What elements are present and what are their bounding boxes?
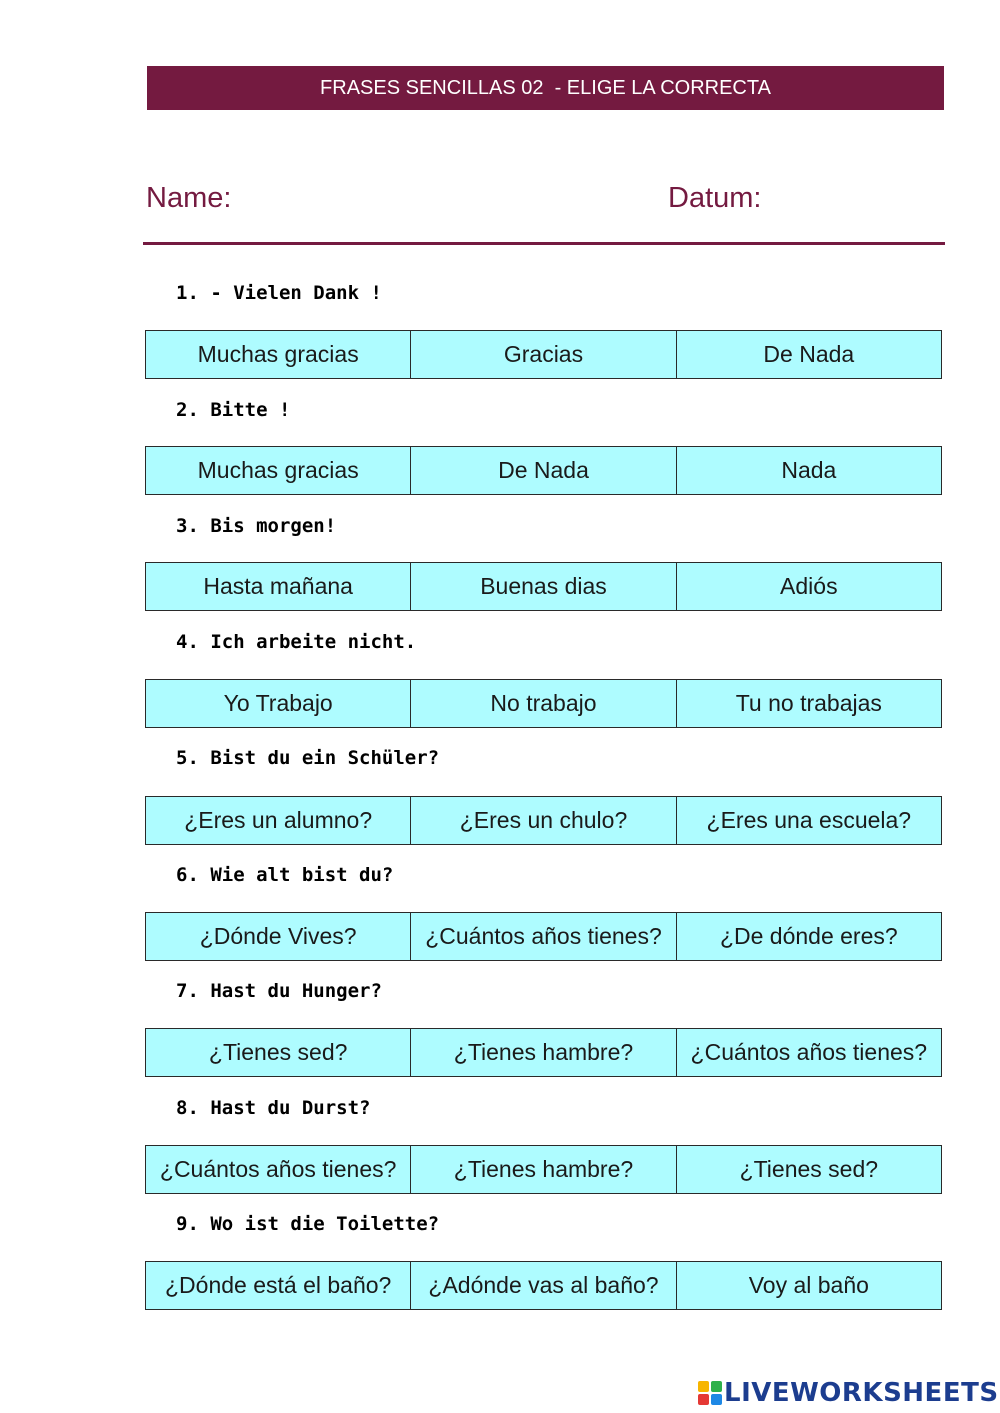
answer-option-6c[interactable]: ¿De dónde eres? — [719, 923, 898, 949]
answer-option-9c[interactable]: Voy al baño — [748, 1272, 869, 1298]
answer-option-8c[interactable]: ¿Tienes sed? — [739, 1156, 879, 1182]
answer-option-9b[interactable]: ¿Adónde vas al baño? — [411, 1262, 676, 1309]
answer-option-3a[interactable]: Hasta mañana — [146, 563, 411, 610]
question-prompt-1: 1. - Vielen Dank ! — [176, 282, 382, 304]
answer-options-8 — [145, 1145, 942, 1194]
answer-options-3 — [145, 562, 942, 611]
answer-option-1a[interactable]: Muchas gracias — [146, 331, 411, 378]
question-prompt-2: 2. Bitte ! — [176, 399, 291, 421]
answer-option-8a[interactable]: ¿Cuántos años tienes? — [146, 1146, 411, 1193]
answer-option-3b[interactable]: Buenas dias — [411, 563, 676, 610]
name-label: Name: — [146, 182, 232, 214]
answer-option-1c[interactable]: De Nada — [763, 341, 855, 367]
answer-options-1 — [145, 330, 942, 379]
answer-options-6 — [145, 912, 942, 961]
question-prompt-8: 8. Hast du Durst? — [176, 1097, 371, 1119]
question-prompt-6: 6. Wie alt bist du? — [176, 864, 394, 886]
answer-option-6b[interactable]: ¿Cuántos años tienes? — [411, 913, 676, 960]
question-prompt-4: 4. Ich arbeite nicht. — [176, 631, 417, 653]
answer-option-4b[interactable]: No trabajo — [411, 680, 676, 727]
header-divider — [143, 242, 945, 245]
question-prompt-7: 7. Hast du Hunger? — [176, 980, 382, 1002]
brand-name: LIVEWORKSHEETS — [724, 1378, 999, 1408]
answer-option-2b[interactable]: De Nada — [411, 447, 676, 494]
date-label: Datum: — [668, 182, 762, 214]
answer-option-2a[interactable]: Muchas gracias — [146, 447, 411, 494]
answer-option-5b[interactable]: ¿Eres un chulo? — [411, 797, 676, 844]
answer-options-4 — [145, 679, 942, 728]
liveworksheets-brand — [698, 1378, 999, 1408]
answer-options-7 — [145, 1028, 942, 1077]
question-prompt-5: 5. Bist du ein Schüler? — [176, 747, 440, 769]
answer-option-4a[interactable]: Yo Trabajo — [146, 680, 411, 727]
answer-option-9a[interactable]: ¿Dónde está el baño? — [146, 1262, 411, 1309]
answer-options-9 — [145, 1261, 942, 1310]
answer-option-7a[interactable]: ¿Tienes sed? — [146, 1029, 411, 1076]
answer-options-5 — [145, 796, 942, 845]
answer-option-7c[interactable]: ¿Cuántos años tienes? — [690, 1039, 928, 1065]
answer-option-8b[interactable]: ¿Tienes hambre? — [411, 1146, 676, 1193]
question-prompt-9: 9. Wo ist die Toilette? — [176, 1213, 440, 1235]
answer-option-7b[interactable]: ¿Tienes hambre? — [411, 1029, 676, 1076]
worksheet-title: FRASES SENCILLAS 02 - ELIGE LA CORRECTA — [147, 66, 944, 110]
answer-option-3c[interactable]: Adiós — [780, 573, 838, 599]
answer-options-2 — [145, 446, 942, 495]
answer-option-5a[interactable]: ¿Eres un alumno? — [146, 797, 411, 844]
answer-option-5c[interactable]: ¿Eres una escuela? — [706, 807, 912, 833]
liveworksheets-logo-icon — [698, 1381, 722, 1405]
answer-option-6a[interactable]: ¿Dónde Vives? — [146, 913, 411, 960]
answer-option-1b[interactable]: Gracias — [411, 331, 676, 378]
question-prompt-3: 3. Bis morgen! — [176, 515, 337, 537]
answer-option-2c[interactable]: Nada — [781, 457, 837, 483]
answer-option-4c[interactable]: Tu no trabajas — [735, 690, 882, 716]
